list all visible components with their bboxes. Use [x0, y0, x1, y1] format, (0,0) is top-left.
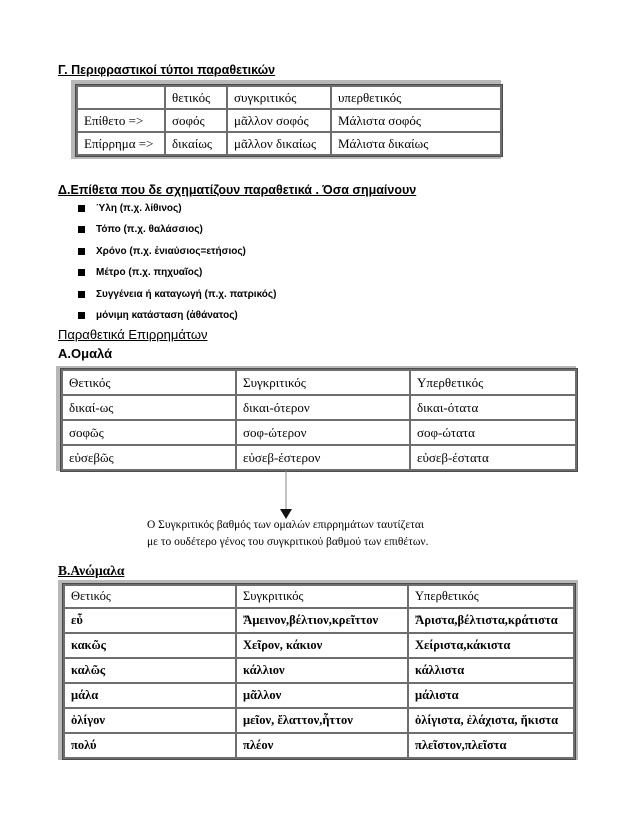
table-cell: σοφῶς — [63, 421, 235, 444]
table-cell: πλέον — [237, 734, 407, 757]
table-cell: σοφός — [166, 110, 226, 131]
table-cell: εὐσεβ-έστατα — [411, 446, 575, 469]
down-arrow-icon — [279, 471, 293, 521]
table-cell: Επίθετο => — [78, 110, 164, 131]
header-cell: Υπερθετικός — [409, 586, 573, 607]
list-item-text: μόνιμη κατάσταση (ἀθάνατος) — [96, 309, 238, 321]
table-cell: κακῶς — [65, 634, 235, 657]
table-cell: σοφ-ώτερον — [237, 421, 409, 444]
header-cell: υπερθετικός — [332, 87, 500, 108]
table-row — [63, 421, 575, 444]
table-cell: δικαι-ότατα — [411, 396, 575, 419]
list-item-text: Ύλη (π.χ. λίθινος) — [96, 203, 182, 214]
table-row — [63, 396, 575, 419]
bullet-square-icon — [78, 248, 85, 255]
table-cell: Επίρρημα => — [78, 133, 164, 154]
table-cell: μάλιστα — [409, 684, 573, 707]
table-cell: Χεῖρον, κάκιον — [237, 634, 407, 657]
table-cell: Μάλιστα δικαίως — [332, 133, 500, 154]
table-cell: ὀλίγον — [65, 709, 235, 732]
table-cell: εὖ — [65, 609, 235, 632]
header-cell: θετικός — [166, 87, 226, 108]
bullet-square-icon — [78, 205, 85, 212]
list-item — [78, 198, 276, 219]
table-cell: εὐσεβ-έστερον — [237, 446, 409, 469]
regular-adverbs-table — [60, 368, 578, 472]
list-item — [78, 305, 276, 326]
table-cell: μᾶλλον δικαίως — [228, 133, 330, 154]
header-cell: Θετικός — [63, 371, 235, 394]
list-item-text: Τόπο (π.χ. θαλάσσιος) — [96, 224, 203, 236]
note-line: με το ουδέτερο γένος του συγκριτικού βαθμού των επιθέτων. — [147, 536, 429, 548]
header-cell: Συγκριτικός — [237, 586, 407, 607]
list-item-text: Συγγένεια ή καταγωγή (π.χ. πατρικός) — [96, 288, 277, 300]
table-cell: Ἄριστα,βέλτιστα,κράτιστα — [409, 609, 573, 632]
bullet-square-icon — [78, 226, 85, 233]
periphrastic-table — [75, 84, 503, 157]
table-row — [65, 734, 573, 757]
table-header-row — [65, 586, 573, 607]
table-cell: ὀλίγιστα, ἐλάχιστα, ἥκιστα — [409, 709, 573, 732]
header-cell: Θετικός — [65, 586, 235, 607]
table-row — [65, 609, 573, 632]
list-item — [78, 241, 276, 262]
irregular-adverbs-table — [62, 583, 576, 760]
table-cell: κάλλιστα — [409, 659, 573, 682]
table-cell: μᾶλλον — [237, 684, 407, 707]
table-cell: μάλα — [65, 684, 235, 707]
table-header-row — [63, 371, 575, 394]
header-cell: Συγκριτικός — [237, 371, 409, 394]
table-row — [65, 709, 573, 732]
table-cell: Χείριστα,κάκιστα — [409, 634, 573, 657]
list-item — [78, 284, 276, 305]
table-row — [65, 634, 573, 657]
bullet-square-icon — [78, 269, 85, 276]
no-comparison-list — [78, 198, 276, 326]
table-cell: κάλλιον — [237, 659, 407, 682]
table-cell: μᾶλλον σοφός — [228, 110, 330, 131]
header-cell: συγκριτικός — [228, 87, 330, 108]
table-cell: καλῶς — [65, 659, 235, 682]
table-cell: δικαί-ως — [63, 396, 235, 419]
table-cell: Μάλιστα σοφός — [332, 110, 500, 131]
table-cell: δικαι-ότερον — [237, 396, 409, 419]
note-text — [147, 517, 429, 551]
table-header-row — [78, 87, 500, 108]
table-cell: πλεῖστον,πλεῖστα — [409, 734, 573, 757]
header-cell: Υπερθετικός — [411, 371, 575, 394]
table-row — [65, 684, 573, 707]
table-cell: εὐσεβῶς — [63, 446, 235, 469]
list-item-text: Μέτρο (π.χ. πηχυαῖος) — [96, 267, 203, 279]
table-cell: Ἄμεινον,βέλτιον,κρεῖττον — [237, 609, 407, 632]
note-line: Ο Συγκριτικός βαθμός των ομαλών επιρρημάτων ταυτίζεται — [147, 519, 424, 531]
list-item — [78, 219, 276, 240]
bullet-square-icon — [78, 312, 85, 319]
regular-label: Α.Ομαλά — [58, 346, 113, 361]
irregular-label: Β.Ανώμαλα — [58, 563, 125, 578]
table-cell: πολύ — [65, 734, 235, 757]
adverbs-title: Παραθετικά Επιρρημάτων — [58, 327, 208, 342]
bullet-square-icon — [78, 291, 85, 298]
table-cell: σοφ-ώτατα — [411, 421, 575, 444]
header-cell — [78, 87, 164, 108]
table-row — [65, 659, 573, 682]
section-g-title: Γ. Περιφραστικοί τύποι παραθετικών — [58, 63, 276, 77]
table-row — [78, 133, 500, 154]
list-item-text: Χρόνο (π.χ. ἐνιαύσιος=ετήσιος) — [96, 245, 246, 257]
table-row — [78, 110, 500, 131]
table-row — [63, 446, 575, 469]
list-item — [78, 262, 276, 283]
table-cell: δικαίως — [166, 133, 226, 154]
table-cell: μεῖον, ἔλαττον,ἧττον — [237, 709, 407, 732]
section-d-title: Δ.Επίθετα που δε σχηματίζουν παραθετικά . Όσα σημαίνουν — [58, 183, 417, 197]
